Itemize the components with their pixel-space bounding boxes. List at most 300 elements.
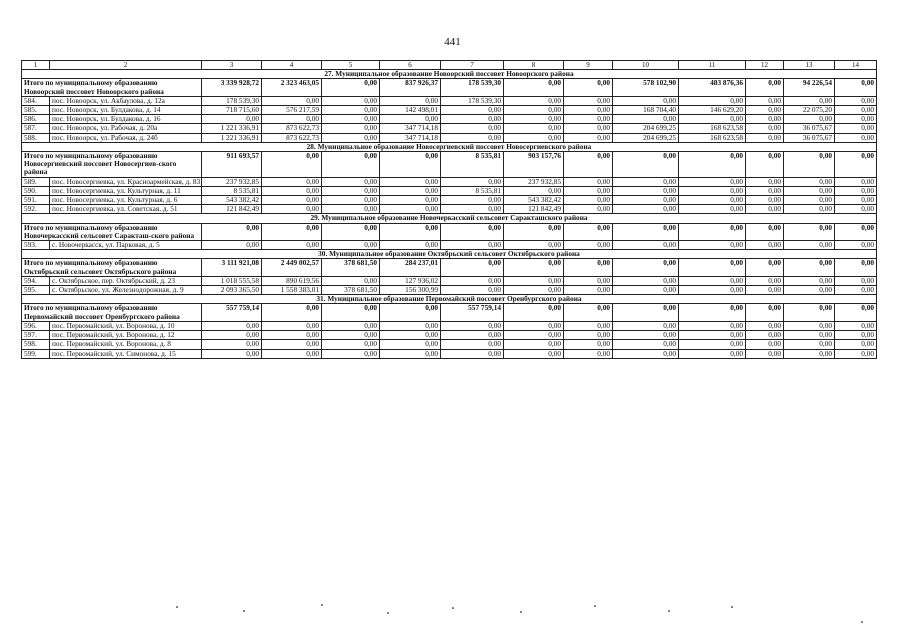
row-value: 121 842,49	[504, 205, 564, 214]
row-value: 0,00	[613, 340, 679, 349]
row-value: 0,00	[564, 106, 613, 115]
total-value: 0,00	[262, 304, 322, 321]
total-value: 557 759,14	[441, 304, 504, 321]
row-value: 0,00	[784, 340, 835, 349]
row-address: пос. Первомайский, ул. Симонова, д. 15	[50, 349, 202, 358]
row-value: 873 622,73	[262, 124, 322, 133]
row-value: 718 715,60	[202, 106, 262, 115]
row-value: 0,00	[613, 96, 679, 105]
total-value: 94 226,54	[784, 79, 835, 96]
row-value: 1 221 336,91	[202, 133, 262, 142]
total-value: 0,00	[262, 223, 322, 240]
section-total-row	[22, 79, 877, 96]
row-value: 0,00	[380, 196, 441, 205]
row-value: 127 936,02	[380, 276, 441, 285]
total-value: 903 157,76	[504, 152, 564, 178]
row-value: 0,00	[322, 331, 380, 340]
row-value: 0,00	[784, 177, 835, 186]
row-value: 0,00	[784, 241, 835, 250]
row-value: 0,00	[380, 241, 441, 250]
total-value: 0,00	[613, 304, 679, 321]
total-value: 0,00	[380, 223, 441, 240]
row-value: 0,00	[441, 286, 504, 295]
total-value: 0,00	[746, 79, 784, 96]
section-title-row	[22, 70, 877, 79]
row-value: 0,00	[262, 349, 322, 358]
total-value: 0,00	[835, 152, 877, 178]
total-value: 0,00	[746, 223, 784, 240]
row-value: 0,00	[322, 106, 380, 115]
row-value: 0,00	[380, 331, 441, 340]
row-value: 36 075,67	[784, 124, 835, 133]
total-value: 0,00	[322, 223, 380, 240]
row-value: 0,00	[613, 349, 679, 358]
section-title: 30. Муниципальное образование Октябрьский сельсовет Октябрьского района	[22, 250, 877, 259]
row-value: 0,00	[441, 340, 504, 349]
row-value: 0,00	[679, 196, 746, 205]
row-value: 0,00	[322, 321, 380, 330]
row-value: 0,00	[613, 186, 679, 195]
scan-speck	[176, 606, 178, 608]
row-value: 0,00	[441, 177, 504, 186]
row-address: с. Новочеркасск, ул. Парковая, д. 5	[50, 241, 202, 250]
row-value: 0,00	[564, 331, 613, 340]
row-value: 0,00	[564, 276, 613, 285]
row-value: 178 539,30	[441, 96, 504, 105]
row-address: пос. Новоорск, ул. Булдакова, д. 14	[50, 106, 202, 115]
column-number: 5	[322, 61, 380, 70]
total-label: Итого по муниципальному образованию Октябрьский сельсовет Октябрьского района	[22, 259, 202, 276]
total-value: 0,00	[679, 223, 746, 240]
section-total-row	[22, 152, 877, 178]
row-value: 0,00	[613, 196, 679, 205]
row-value: 0,00	[746, 106, 784, 115]
section-title: 27. Муниципальное образование Новоорский поссовет Новоорского района	[22, 70, 877, 79]
row-value: 0,00	[504, 331, 564, 340]
row-value: 0,00	[835, 96, 877, 105]
row-address: пос. Первомайский, ул. Воронова, д. 10	[50, 321, 202, 330]
scan-speck	[321, 604, 323, 606]
section-title: 31. Муниципальное образование Первомайский поссовет Оренбургского района	[22, 295, 877, 304]
row-value: 0,00	[322, 133, 380, 142]
total-value: 178 539,30	[441, 79, 504, 96]
row-value: 0,00	[441, 205, 504, 214]
row-value: 0,00	[441, 115, 504, 124]
row-address: пос. Новосергиевка, ул. Культурная, д. 6	[50, 196, 202, 205]
row-value: 0,00	[380, 205, 441, 214]
row-value: 0,00	[746, 186, 784, 195]
register-table-body	[22, 61, 877, 359]
row-value: 0,00	[679, 241, 746, 250]
total-value: 0,00	[835, 223, 877, 240]
total-value: 0,00	[835, 304, 877, 321]
column-number: 4	[262, 61, 322, 70]
row-value: 0,00	[322, 115, 380, 124]
total-value: 837 926,37	[380, 79, 441, 96]
row-value: 0,00	[262, 196, 322, 205]
row-value: 543 382,42	[202, 196, 262, 205]
total-value: 0,00	[835, 79, 877, 96]
table-row	[22, 96, 877, 105]
total-value: 8 535,81	[441, 152, 504, 178]
row-value: 0,00	[679, 186, 746, 195]
row-value: 237 932,85	[202, 177, 262, 186]
row-value: 890 619,56	[262, 276, 322, 285]
table-row	[22, 177, 877, 186]
page-number: 441	[444, 36, 461, 48]
total-label: Итого по муниципальному образованию Первомайский поссовет Оренбургского района	[22, 304, 202, 321]
row-value: 0,00	[613, 177, 679, 186]
scan-speck	[387, 612, 389, 614]
row-value: 0,00	[784, 276, 835, 285]
row-value: 0,00	[613, 286, 679, 295]
total-value: 0,00	[746, 152, 784, 178]
row-value: 0,00	[746, 196, 784, 205]
row-value: 0,00	[504, 340, 564, 349]
row-address: пос. Первомайский, ул. Воронова, д. 8	[50, 340, 202, 349]
row-value: 168 623,58	[679, 133, 746, 142]
section-title-row	[22, 214, 877, 223]
row-value: 576 217,59	[262, 106, 322, 115]
row-value: 0,00	[322, 124, 380, 133]
row-value: 0,00	[380, 96, 441, 105]
row-value: 0,00	[322, 177, 380, 186]
table-row	[22, 241, 877, 250]
total-value: 911 693,57	[202, 152, 262, 178]
total-value: 0,00	[613, 259, 679, 276]
row-value: 0,00	[202, 331, 262, 340]
row-index: 587.	[22, 124, 50, 133]
row-value: 0,00	[835, 331, 877, 340]
row-value: 0,00	[322, 196, 380, 205]
row-index: 594.	[22, 276, 50, 285]
row-value: 0,00	[504, 186, 564, 195]
row-value: 8 535,81	[202, 186, 262, 195]
row-value: 0,00	[784, 186, 835, 195]
row-value: 0,00	[835, 133, 877, 142]
row-value: 0,00	[380, 340, 441, 349]
row-value: 0,00	[679, 331, 746, 340]
column-number: 10	[613, 61, 679, 70]
row-value: 543 382,42	[504, 196, 564, 205]
row-value: 8 535,81	[441, 186, 504, 195]
total-value: 0,00	[564, 223, 613, 240]
row-value: 0,00	[564, 205, 613, 214]
row-value: 0,00	[504, 286, 564, 295]
total-value: 0,00	[504, 223, 564, 240]
total-value: 0,00	[504, 259, 564, 276]
row-value: 0,00	[746, 276, 784, 285]
total-value: 0,00	[380, 152, 441, 178]
row-value: 0,00	[380, 177, 441, 186]
total-value: 0,00	[441, 223, 504, 240]
column-number: 3	[202, 61, 262, 70]
table-row	[22, 205, 877, 214]
row-value: 0,00	[322, 241, 380, 250]
row-value: 0,00	[441, 321, 504, 330]
row-value: 0,00	[322, 96, 380, 105]
register-table	[21, 60, 877, 359]
row-value: 0,00	[679, 340, 746, 349]
column-number: 7	[441, 61, 504, 70]
row-value: 0,00	[746, 115, 784, 124]
row-value: 0,00	[746, 331, 784, 340]
total-value: 0,00	[564, 79, 613, 96]
table-row	[22, 115, 877, 124]
row-value: 0,00	[441, 196, 504, 205]
column-number: 2	[50, 61, 202, 70]
row-value: 0,00	[679, 177, 746, 186]
row-index: 592.	[22, 205, 50, 214]
scan-speck	[668, 610, 670, 612]
total-value: 3 111 921,08	[202, 259, 262, 276]
row-index: 590.	[22, 186, 50, 195]
total-value: 0,00	[784, 152, 835, 178]
row-address: с. Октябрьское, пер. Октябрьский, д. 23	[50, 276, 202, 285]
row-value: 0,00	[504, 96, 564, 105]
row-value: 0,00	[441, 331, 504, 340]
section-total-row	[22, 223, 877, 240]
row-value: 0,00	[322, 186, 380, 195]
row-value: 0,00	[202, 349, 262, 358]
row-value: 204 699,25	[613, 133, 679, 142]
row-value: 0,00	[441, 349, 504, 358]
scan-speck	[243, 610, 245, 612]
table-row	[22, 276, 877, 285]
row-address: пос. Новосергиевка, ул. Культурная, д. 11	[50, 186, 202, 195]
row-value: 0,00	[679, 115, 746, 124]
row-value: 0,00	[564, 177, 613, 186]
total-value: 0,00	[262, 152, 322, 178]
row-value: 0,00	[564, 133, 613, 142]
total-value: 0,00	[613, 223, 679, 240]
row-value: 146 629,20	[679, 106, 746, 115]
row-value: 0,00	[380, 186, 441, 195]
total-value: 0,00	[679, 259, 746, 276]
row-value: 0,00	[679, 349, 746, 358]
total-value: 0,00	[679, 304, 746, 321]
row-value: 0,00	[613, 276, 679, 285]
row-value: 0,00	[835, 241, 877, 250]
row-value: 0,00	[784, 115, 835, 124]
row-value: 0,00	[262, 177, 322, 186]
row-value: 0,00	[262, 186, 322, 195]
row-value: 378 681,50	[322, 286, 380, 295]
row-value: 0,00	[746, 96, 784, 105]
total-value: 578 102,90	[613, 79, 679, 96]
row-value: 0,00	[262, 321, 322, 330]
row-value: 0,00	[202, 340, 262, 349]
row-value: 0,00	[679, 96, 746, 105]
section-title-row	[22, 250, 877, 259]
row-value: 0,00	[504, 276, 564, 285]
total-value: 0,00	[504, 304, 564, 321]
row-value: 0,00	[380, 321, 441, 330]
total-value: 284 237,01	[380, 259, 441, 276]
row-value: 0,00	[835, 205, 877, 214]
column-number: 9	[564, 61, 613, 70]
row-address: пос. Новоорск, ул. Рабочая, д. 24б	[50, 133, 202, 142]
row-value: 0,00	[746, 286, 784, 295]
row-value: 0,00	[784, 205, 835, 214]
row-value: 0,00	[380, 349, 441, 358]
row-value: 0,00	[202, 115, 262, 124]
row-value: 237 932,85	[504, 177, 564, 186]
row-index: 598.	[22, 340, 50, 349]
table-row	[22, 186, 877, 195]
scan-speck	[594, 605, 596, 607]
column-number: 6	[380, 61, 441, 70]
section-title-row	[22, 295, 877, 304]
table-row	[22, 133, 877, 142]
row-value: 0,00	[835, 349, 877, 358]
row-value: 0,00	[835, 106, 877, 115]
row-address: пос. Новосергиевка, ул. Красноармейская, д. 83	[50, 177, 202, 186]
row-value: 347 714,18	[380, 124, 441, 133]
row-value: 0,00	[784, 321, 835, 330]
total-label: Итого по муниципальному образованию Новоорский поссовет Новоорского района	[22, 79, 202, 96]
row-value: 168 704,40	[613, 106, 679, 115]
row-value: 0,00	[504, 115, 564, 124]
total-value: 0,00	[679, 152, 746, 178]
table-row	[22, 286, 877, 295]
row-value: 0,00	[746, 349, 784, 358]
column-number: 11	[679, 61, 746, 70]
total-value: 3 339 928,72	[202, 79, 262, 96]
row-value: 0,00	[835, 276, 877, 285]
row-value: 0,00	[504, 106, 564, 115]
row-value: 2 093 365,50	[202, 286, 262, 295]
row-value: 0,00	[441, 106, 504, 115]
row-value: 0,00	[564, 321, 613, 330]
row-index: 599.	[22, 349, 50, 358]
row-value: 0,00	[784, 331, 835, 340]
row-value: 0,00	[613, 115, 679, 124]
row-value: 0,00	[746, 133, 784, 142]
row-value: 0,00	[564, 96, 613, 105]
row-value: 0,00	[564, 186, 613, 195]
row-value: 36 075,67	[784, 133, 835, 142]
section-total-row	[22, 259, 877, 276]
scan-speck	[861, 621, 863, 623]
row-value: 873 622,73	[262, 133, 322, 142]
table-row	[22, 349, 877, 358]
total-label: Итого по муниципальному образованию Новосергиевский поссовет Новосергиев-ского района	[22, 152, 202, 178]
row-value: 0,00	[613, 331, 679, 340]
row-value: 0,00	[441, 276, 504, 285]
total-value: 0,00	[784, 304, 835, 321]
column-number: 1	[22, 61, 50, 70]
total-value: 0,00	[564, 304, 613, 321]
row-value: 0,00	[613, 321, 679, 330]
table-row	[22, 106, 877, 115]
row-value: 0,00	[679, 321, 746, 330]
table-row	[22, 331, 877, 340]
total-value: 0,00	[613, 152, 679, 178]
row-value: 0,00	[784, 196, 835, 205]
total-value: 483 876,36	[679, 79, 746, 96]
total-value: 0,00	[784, 259, 835, 276]
row-value: 178 539,30	[202, 96, 262, 105]
section-title: 28. Муниципальное образование Новосергиевский поссовет Новосергиевского района	[22, 142, 877, 151]
row-value: 347 714,18	[380, 133, 441, 142]
row-value: 0,00	[564, 196, 613, 205]
row-value: 0,00	[784, 286, 835, 295]
table-row	[22, 124, 877, 133]
row-value: 0,00	[262, 331, 322, 340]
row-address: пос. Новосергиевка, ул. Советская, д. 51	[50, 205, 202, 214]
row-value: 0,00	[746, 241, 784, 250]
row-value: 121 842,49	[202, 205, 262, 214]
row-value: 0,00	[835, 115, 877, 124]
row-value: 0,00	[262, 205, 322, 214]
row-index: 585.	[22, 106, 50, 115]
total-value: 2 449 002,57	[262, 259, 322, 276]
row-value: 156 300,99	[380, 286, 441, 295]
total-value: 0,00	[322, 304, 380, 321]
row-value: 0,00	[262, 96, 322, 105]
row-value: 0,00	[746, 177, 784, 186]
total-value: 378 681,50	[322, 259, 380, 276]
row-value: 0,00	[504, 241, 564, 250]
column-number: 14	[835, 61, 877, 70]
row-address: пос. Первомайский, ул. Воронова, д. 12	[50, 331, 202, 340]
row-value: 1 558 383,01	[262, 286, 322, 295]
row-value: 0,00	[564, 241, 613, 250]
row-value: 0,00	[564, 340, 613, 349]
row-value: 0,00	[564, 124, 613, 133]
row-address: пос. Новоорск, ул. Рабочая, д. 20а	[50, 124, 202, 133]
row-value: 0,00	[835, 196, 877, 205]
section-total-row	[22, 304, 877, 321]
row-value: 0,00	[322, 276, 380, 285]
row-value: 0,00	[784, 96, 835, 105]
row-index: 584.	[22, 96, 50, 105]
row-value: 0,00	[746, 205, 784, 214]
row-index: 593.	[22, 241, 50, 250]
total-value: 0,00	[564, 259, 613, 276]
row-value: 0,00	[322, 205, 380, 214]
row-value: 0,00	[262, 340, 322, 349]
row-value: 0,00	[504, 321, 564, 330]
row-value: 0,00	[679, 286, 746, 295]
scan-speck	[452, 607, 454, 609]
column-number: 13	[784, 61, 835, 70]
row-index: 588.	[22, 133, 50, 142]
row-value: 0,00	[441, 241, 504, 250]
row-index: 586.	[22, 115, 50, 124]
row-value: 0,00	[441, 124, 504, 133]
row-value: 0,00	[679, 205, 746, 214]
total-value: 557 759,14	[202, 304, 262, 321]
row-index: 596.	[22, 321, 50, 330]
row-value: 142 498,01	[380, 106, 441, 115]
total-value: 0,00	[322, 79, 380, 96]
row-value: 0,00	[746, 124, 784, 133]
row-index: 595.	[22, 286, 50, 295]
row-value: 0,00	[835, 124, 877, 133]
row-value: 0,00	[835, 321, 877, 330]
row-index: 589.	[22, 177, 50, 186]
row-address: пос. Новоорск, ул. Булдакова, д. 16	[50, 115, 202, 124]
row-index: 597.	[22, 331, 50, 340]
total-value: 0,00	[322, 152, 380, 178]
total-value: 0,00	[835, 259, 877, 276]
total-value: 0,00	[746, 304, 784, 321]
row-value: 0,00	[784, 349, 835, 358]
table-row	[22, 340, 877, 349]
table-row	[22, 196, 877, 205]
